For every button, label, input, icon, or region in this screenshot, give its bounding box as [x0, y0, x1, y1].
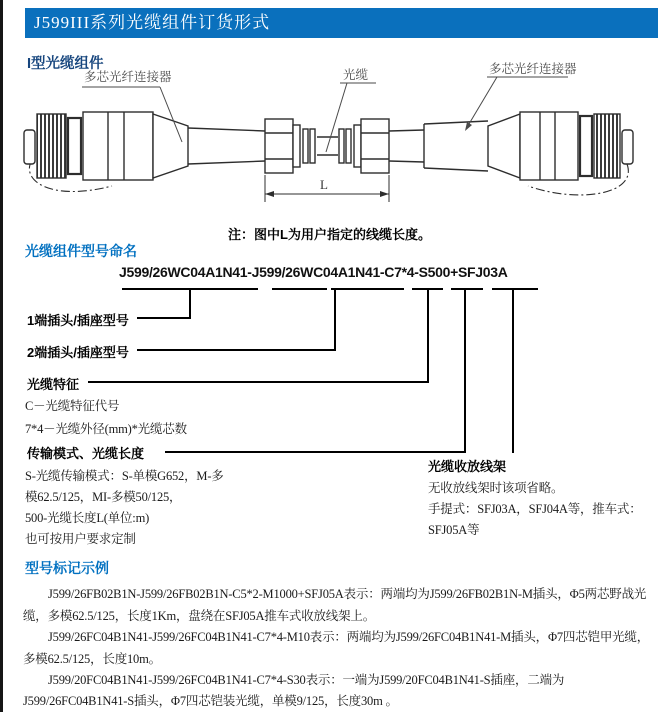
left-knurled-ring [37, 114, 66, 178]
callout-tick-1 [189, 290, 191, 319]
diagram-label-left-connector: 多芯光纤连接器 [84, 70, 172, 84]
reel-note-2: 手提式：SFJ03A，SFJ04A等，推车式： [428, 502, 642, 516]
callout-line-1 [137, 317, 191, 319]
left-backshell [153, 114, 188, 178]
example2-line2: 多模62.5/125，长度10m。 [23, 652, 161, 666]
coupling-nut-left [265, 119, 293, 173]
callout-tick-3 [427, 290, 429, 383]
callout-tick-5 [512, 290, 514, 453]
right-spacer-ring [580, 116, 592, 176]
dimension-label-L: L [320, 177, 328, 192]
right-connector-body [520, 112, 578, 180]
section-title-type1: I型光缆组件 [27, 56, 104, 72]
example1-line2: 缆，多模62.5/125，长度1Km，盘绕在SFJ05A推车式收放线架上。 [23, 609, 375, 623]
example3-line1: J599/20FC04B1N41-J599/26FC04B1N41-C7*4-S30表示：一端为J599/20FC04B1N41-S插座，二端为 [48, 673, 565, 687]
callout-label-transmission: 传输模式、光缆长度 [27, 446, 145, 461]
right-connector-drawing [488, 112, 633, 195]
right-dust-cap [622, 130, 633, 164]
underline-segment-3 [331, 288, 404, 290]
callout-label-cable-feature: 光缆特征 [27, 377, 80, 392]
cable-feature-note-2: 7*4－光缆外径(mm)*光缆芯数 [25, 422, 187, 436]
transmission-note-3: 500-光缆长度L(单位:m) [25, 511, 150, 525]
page-title: J599III系列光缆组件订货形式 [34, 13, 271, 32]
part-number: J599/26WC04A1N41-J599/26WC04A1N41-C7*4-S500+SFJ03A [119, 264, 508, 280]
left-dust-cap [24, 130, 35, 164]
cable-assembly-diagram [20, 62, 640, 214]
callout-label-end1: 1端插头/插座型号 [27, 313, 129, 328]
callout-tick-2 [334, 290, 336, 351]
reel-note-3: SFJ05A等 [428, 523, 480, 537]
diagram-label-cable: 光缆 [343, 68, 369, 82]
diagram-label-right-connector: 多芯光纤连接器 [489, 62, 577, 76]
callout-line-2 [137, 349, 336, 351]
transmission-note-1: S-光缆传输模式：S-单模G652，M-多 [25, 469, 224, 483]
underline-segment-5 [451, 288, 483, 290]
page-header-bar [25, 8, 658, 38]
middle-cable-drawing [265, 119, 488, 173]
examples-heading: 型号标记示例 [25, 560, 109, 576]
left-connector-body [83, 112, 153, 180]
naming-heading: 光缆组件型号命名 [25, 243, 137, 259]
right-backshell [488, 114, 520, 178]
page-left-border [0, 0, 3, 712]
callout-line-4 [165, 451, 466, 453]
underline-segment-6 [492, 288, 538, 290]
underline-segment-2 [272, 288, 327, 290]
example3-line2: J599/26FC04B1N41-S插头，Φ7四芯铠装光缆，单模9/125，长度30m 。 [23, 694, 398, 708]
example1-line1: J599/26FB02B1N-J599/26FB02B1N-C5*2-M1000+SFJ05A表示：两端均为J599/26FB02B1N-M插头，Φ5两芯野战光 [48, 587, 647, 601]
left-connector-drawing [24, 112, 265, 192]
coupling-nut-right [361, 119, 389, 173]
right-knurled-ring [594, 114, 620, 178]
transmission-note-4: 也可按用户要求定制 [25, 532, 136, 546]
reel-note-1: 无收放线架时该项省略。 [428, 481, 564, 495]
callout-line-3 [88, 381, 429, 383]
callout-label-reel: 光缆收放线架 [428, 459, 507, 474]
left-spacer-ring [68, 118, 81, 174]
callout-label-end2: 2端插头/插座型号 [27, 345, 129, 360]
diagram-note: 注：图中L为用户指定的线缆长度。 [228, 227, 431, 242]
callout-tick-4 [464, 290, 466, 453]
leader-arrowhead [465, 122, 472, 131]
cable-feature-note-1: C－光缆特征代号 [25, 399, 120, 413]
example2-line1: J599/26FC04B1N41-J599/26FC04B1N41-C7*4-M10表示：两端均为J599/26FC04B1N41-M插头，Φ7四芯铠甲光缆， [48, 630, 650, 644]
transmission-note-2: 模62.5/125，MI-多模50/125， [25, 490, 182, 504]
